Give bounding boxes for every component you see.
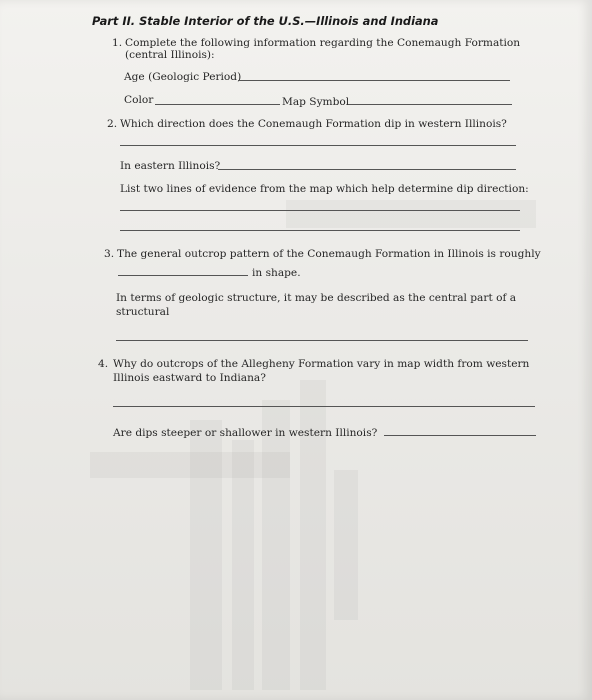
dip-west-answer-line[interactable]	[120, 145, 516, 146]
question-4-text-cont: Illinois eastward to Indiana?	[113, 372, 266, 384]
evidence-answer-line-1[interactable]	[120, 210, 520, 211]
question-1-text: Complete the following information regarding the Conemaugh Formation	[125, 37, 521, 49]
question-3-number: 3.	[104, 248, 115, 260]
structure-text: In terms of geologic structure, it may be described as the central part of a	[116, 292, 517, 304]
dips-question: Are dips steeper or shallower in western Illinois?	[113, 427, 378, 439]
question-4-text: Why do outcrops of the Allegheny Formation vary in map width from western	[113, 358, 530, 370]
color-answer-line[interactable]	[155, 104, 280, 105]
show-through-band	[286, 200, 536, 228]
dips-answer-line[interactable]	[384, 435, 536, 436]
allegheny-answer-line[interactable]	[113, 406, 535, 407]
evidence-answer-line-2[interactable]	[120, 230, 520, 231]
outcrop-shape-answer-line[interactable]	[118, 275, 248, 276]
age-label: Age (Geologic Period)	[124, 71, 242, 83]
structure-answer-line[interactable]	[116, 340, 528, 341]
dip-east-answer-line[interactable]	[218, 169, 516, 170]
structure-text-cont: structural	[116, 306, 170, 318]
question-2-number: 2.	[107, 118, 118, 130]
shape-suffix: in shape.	[252, 267, 301, 279]
question-4-number: 4.	[98, 358, 109, 370]
color-label: Color	[124, 94, 154, 106]
evidence-label: List two lines of evidence from the map which help determine dip direction:	[120, 183, 529, 195]
eastern-illinois-label: In eastern Illinois?	[120, 160, 221, 172]
question-2-text: Which direction does the Conemaugh Formation dip in western Illinois?	[120, 118, 507, 130]
part-title: Part II. Stable Interior of the U.S.—Illinois and Indiana	[92, 14, 439, 28]
show-through-band	[334, 470, 358, 620]
show-through-band	[90, 452, 290, 478]
question-3-text: The general outcrop pattern of the Conemaugh Formation in Illinois is roughly	[117, 248, 541, 260]
age-answer-line[interactable]	[238, 80, 510, 81]
question-1-number: 1.	[112, 37, 123, 49]
show-through-band	[262, 400, 290, 690]
map-symbol-label: Map Symbol	[282, 96, 350, 108]
map-symbol-answer-line[interactable]	[348, 104, 512, 105]
question-1-text-cont: (central Illinois):	[125, 49, 215, 61]
